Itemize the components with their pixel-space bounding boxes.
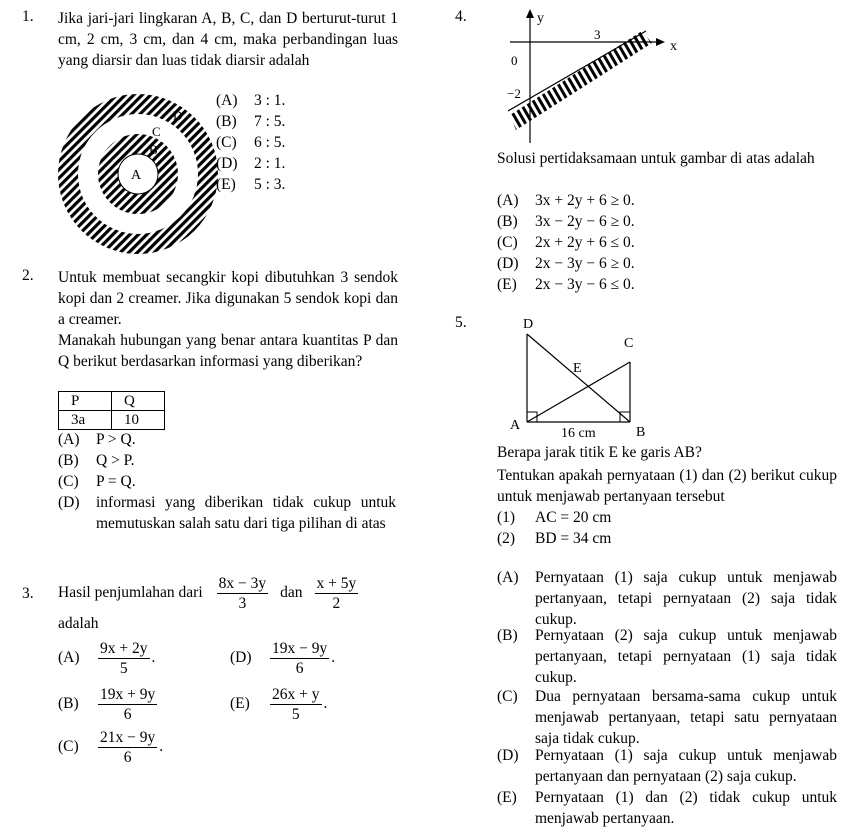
q2-option-d[interactable]: (D) informasi yang diberikan tidak cukup untuk memutuskan salah satu dari tiga pilihan di atas [58,494,396,532]
q1-option-e[interactable]: (E) 5 : 3. [216,176,286,193]
q1-circles-figure [58,92,228,262]
q1-option-b[interactable]: (B) 7 : 5. [216,113,286,130]
q2-number: 2. [22,267,34,284]
q5-option-e[interactable]: (E) Pernyataan (1) dan (2) tidak cukup untuk menjawab pertanyaan. [497,789,837,827]
q2-option-a[interactable]: (A) P > Q. [58,431,136,448]
q3-option-a[interactable]: (A) $\frac{9x + 2y}{5}$ . [58,639,156,677]
q5-label-d: D [523,317,534,332]
q5-instruction: Tentukan apakah pernyataan (1) dan (2) berikut cukup untuk menjawab pertanyaan tersebut [497,467,837,505]
q3-option-b[interactable]: (B) $\frac{19x + 9y}{6}$ [58,685,156,723]
q2-text2: Manakah hubungan yang benar antara kuantitas P dan Q berikut berdasarkan informasi yang diberikan? [58,332,398,370]
q4-x-intercept-label: 3 [594,27,601,42]
q1-option-a[interactable]: (A) 3 : 1. [216,92,286,109]
q3-option-e[interactable]: (E) $\frac{26x + y}{5}$ . [230,685,328,723]
q4-origin-label: 0 [511,53,518,68]
q4-option-a[interactable]: (A) 3x + 2y + 6 ≥ 0. [497,192,635,209]
q5-label-base: 16 cm [561,426,596,441]
q5-statement-2: (2) BD = 34 cm [497,530,612,547]
q5-question: Berapa jarak titik E ke garis AB? [497,444,702,461]
q2-text1: Untuk membuat secangkir kopi dibutuhkan 3 sendok kopi dan 2 creamer. Jika digunakan 5 sendok kopi dan a creamer. [58,269,398,328]
q4-option-d[interactable]: (D) 2x − 3y − 6 ≥ 0. [497,255,635,272]
q5-segment-db [527,334,630,422]
q4-options [497,190,635,295]
q5-label-e: E [573,361,582,376]
q2-header-p: P [59,392,112,411]
q5-geometry-figure [505,312,665,442]
q4-y-intercept-label: −2 [507,86,521,101]
q2-options [58,429,136,492]
q4-text: Solusi pertidaksamaan untuk gambar di atas adalah [497,150,815,167]
q4-number: 4. [455,8,467,25]
q5-label-c: C [624,336,634,351]
q4-graph [490,5,690,143]
q3-stem: Hasil penjumlahan dari $\frac{8x - 3y}{3}$ dan $\frac{x + 5y}{2}$ [58,574,357,612]
q4-boundary-line [508,31,646,111]
q4-x-arrow-icon [656,38,665,46]
q5-label-a: A [510,418,521,433]
q1-options [216,90,285,195]
q2-table [58,391,165,430]
q1-option-c[interactable]: (C) 6 : 5. [216,134,286,151]
q3-option-d[interactable]: (D) $\frac{19x - 9y}{6}$ . [230,639,336,677]
label-d: D [173,108,183,123]
q3-number: 3. [22,585,34,602]
q1-option-d[interactable]: (D) 2 : 1. [216,155,286,172]
q2-cell-q: 10 [112,411,165,430]
q5-number: 5. [455,314,467,331]
q2-cell-p: 3a [59,411,112,430]
q4-shaded-region [510,31,652,130]
q2-option-b[interactable]: (B) Q > P. [58,452,135,469]
q1-text: Jika jari-jari lingkaran A, B, C, dan D berturut-turut 1 cm, 2 cm, 3 cm, dan 4 cm, maka perbandingan luas yang diarsir dan luas tidak diarsir adalah [58,10,398,69]
q3-option-c[interactable]: (C) $\frac{21x - 9y}{6}$ . [58,728,164,766]
q4-y-label: y [537,11,544,26]
q5-statement-1: (1) AC = 20 cm [497,509,612,526]
q4-option-c[interactable]: (C) 2x + 2y + 6 ≤ 0. [497,234,635,251]
q3-adalah: adalah [58,615,99,632]
label-b: B [149,142,158,157]
label-c: C [152,124,161,139]
q5-option-b[interactable]: (B) Pernyataan (2) saja cukup untuk menjawab pertanyaan, tetapi pernyataan (1) saja tidak cukup. [497,627,837,686]
q4-y-arrow-icon [526,9,534,18]
q3-fraction-1: $\frac{8x - 3y}{3}$ [218,574,267,612]
q4-x-label: x [670,39,677,54]
q5-label-b: B [636,425,646,440]
q5-option-d[interactable]: (D) Pernyataan (1) saja cukup untuk menjawab pertanyaan dan pernyataan (2) saja cukup. [497,747,837,785]
q1-number: 1. [22,8,34,25]
q5-option-a[interactable]: (A) Pernyataan (1) saja cukup untuk menjawab pertanyaan, tetapi pernyataan (2) saja tidak cukup. [497,569,837,628]
q5-statements [497,507,611,549]
label-a: A [131,168,142,183]
q4-option-e[interactable]: (E) 2x − 3y − 6 ≤ 0. [497,276,635,293]
q4-option-b[interactable]: (B) 3x − 2y − 6 ≥ 0. [497,213,635,230]
q2-header-q: Q [112,392,165,411]
q2-option-c[interactable]: (C) P = Q. [58,473,136,490]
q3-fraction-2: $\frac{x + 5y}{2}$ [316,574,357,612]
q5-option-c[interactable]: (C) Dua pernyataan bersama-sama cukup untuk menjawab pertanyaan, tetapi satu pernyataan saja tidak cukup. [497,688,837,747]
